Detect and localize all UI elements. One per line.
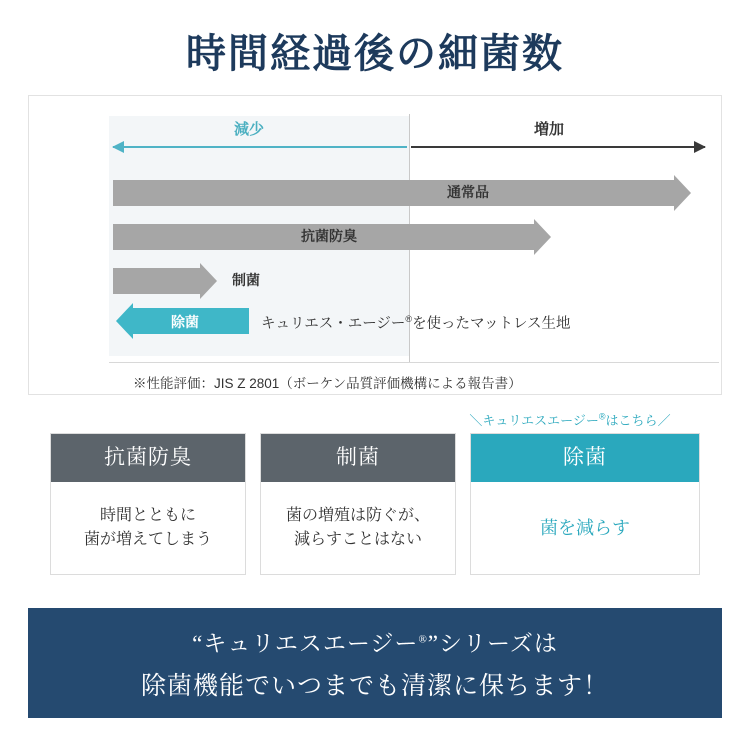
bar-sterilization — [133, 308, 249, 334]
axis-label-decrease: 減少 — [234, 121, 265, 138]
card-bacteriostatic — [260, 433, 456, 575]
bar-normal-product — [113, 180, 675, 206]
card-heading-sterilization: 除菌 — [471, 434, 699, 482]
comparison-cards — [50, 433, 700, 575]
card-body-sterilization: 菌を減らす — [540, 517, 630, 538]
banner-line1-pre: “キュリエスエージー — [192, 630, 419, 656]
callout-text-post: はこちら — [605, 413, 658, 428]
chart-area — [29, 96, 721, 394]
card-body-line2-bacteriostatic: 減らすことはない — [293, 531, 422, 548]
bar-label-sterilization: 除菌 — [171, 314, 199, 330]
banner-line-1 — [192, 625, 558, 658]
bar-label-bacteriostatic: 制菌 — [232, 272, 260, 288]
callout-left-slash-icon: ＼ — [469, 413, 483, 428]
callout-registered-mark-icon: ® — [598, 411, 606, 422]
left-arrow-axis-icon — [113, 146, 407, 148]
chart-card — [28, 95, 722, 395]
callout-text-pre: キュリエスエージー — [482, 413, 599, 428]
sterilization-description-pre: キュリエス・エージー — [261, 316, 406, 332]
card-body-bacteriostatic — [261, 482, 455, 574]
card-body-antibacterial-deodorant — [51, 482, 245, 574]
bar-label-normal-product: 通常品 — [447, 184, 489, 200]
card-body-line1-antibacterial: 時間とともに — [99, 507, 196, 524]
card-heading-bacteriostatic: 制菌 — [261, 434, 455, 482]
sterilization-callout — [455, 410, 685, 429]
axis-label-increase: 増加 — [534, 121, 565, 138]
banner-line1-post: ”シリーズは — [427, 630, 558, 656]
sterilization-description-post: を使ったマットレス生地 — [412, 316, 571, 332]
card-body-line2-antibacterial: 菌が増えてしまう — [83, 531, 212, 548]
right-arrow-axis-icon — [411, 146, 705, 148]
bottom-banner — [28, 608, 722, 718]
chart-footnote: ※性能評価：JIS Z 2801（ボーケン品質評価機構による報告書） — [133, 376, 522, 391]
card-sterilization — [470, 433, 700, 575]
bar-bacteriostatic — [113, 268, 201, 294]
card-heading-antibacterial-deodorant: 抗菌防臭 — [51, 434, 245, 482]
registered-mark-icon: ® — [405, 314, 413, 325]
sterilization-description — [261, 312, 571, 333]
callout-right-slash-icon: ／ — [657, 413, 671, 428]
chart-baseline — [109, 362, 719, 363]
card-body-line1-bacteriostatic: 菌の増殖は防ぐが、 — [285, 507, 430, 524]
banner-line-2: 除菌機能でいつまでも清潔に保ちます！ — [140, 672, 609, 700]
bar-label-antibacterial-deodorant: 抗菌防臭 — [301, 228, 357, 244]
banner-registered-mark-icon: ® — [418, 632, 428, 645]
page-title: 時間経過後の細菌数 — [186, 31, 564, 76]
card-antibacterial-deodorant — [50, 433, 246, 575]
